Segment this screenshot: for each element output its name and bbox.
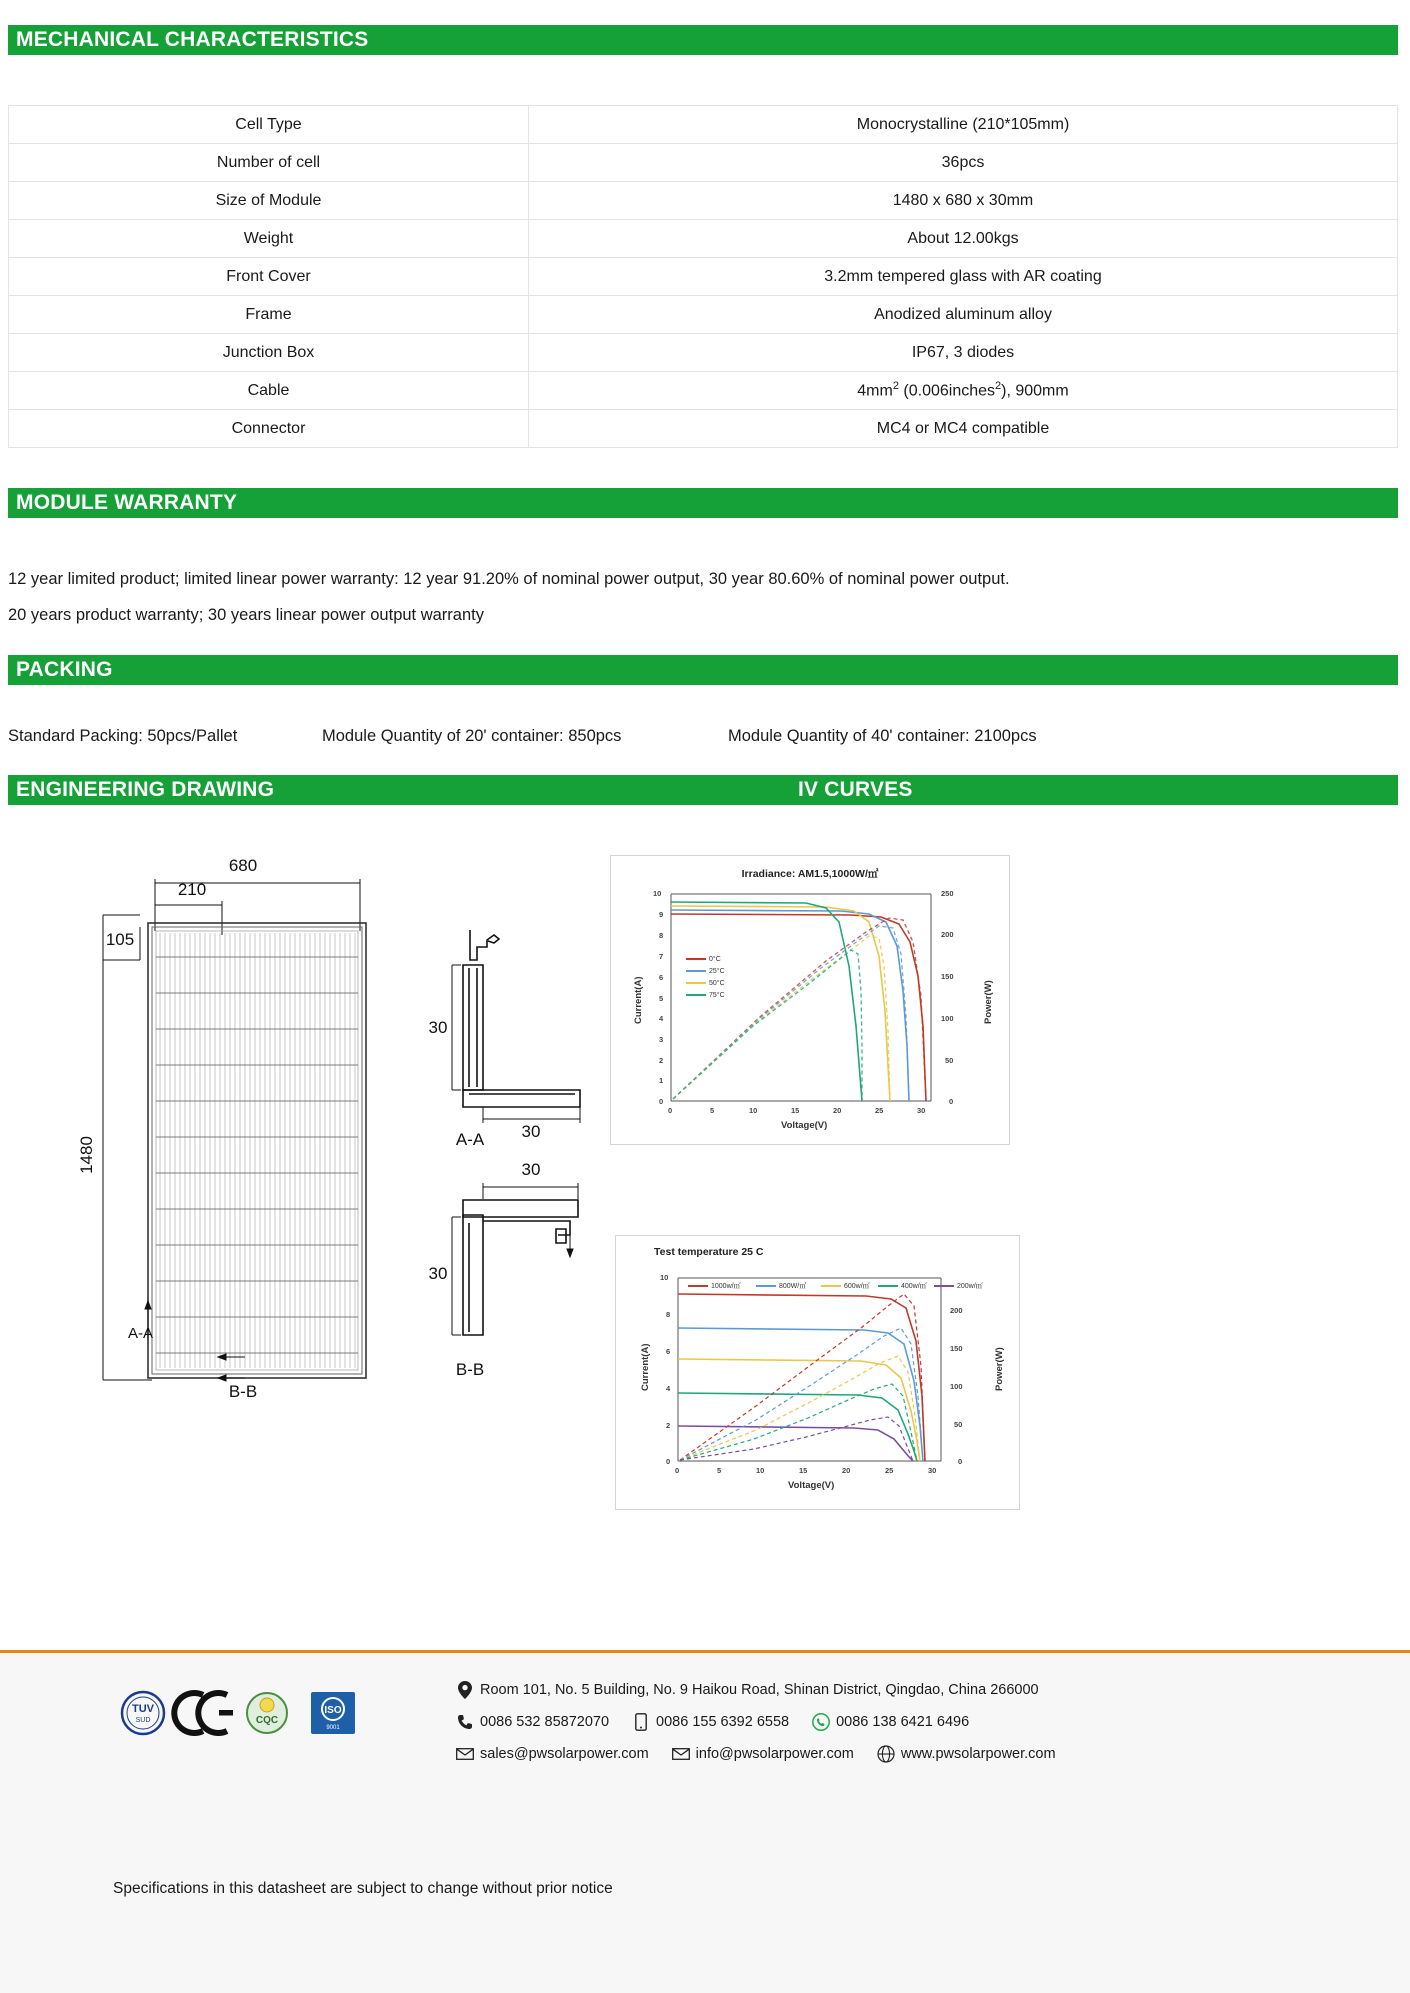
table-row: [9, 410, 1398, 448]
contact-address-line: [455, 1680, 1078, 1700]
svg-text:SUD: SUD: [135, 1717, 151, 1724]
contact-address: Room 101, No. 5 Building, No. 9 Haikou Road, Shinan District, Qingdao, China 266000: [480, 1682, 1039, 1698]
spec-key: Cell Type: [9, 106, 529, 144]
chart2-ytick-2: 2: [666, 1421, 671, 1430]
contact-whatsapp: 0086 138 6421 6496: [836, 1714, 970, 1730]
chart2-title: Test temperature 25 C: [654, 1246, 764, 1258]
tuv-logo-icon: [122, 1692, 164, 1734]
table-row: [9, 334, 1398, 372]
contact-email-1: sales@pwsolarpower.com: [480, 1746, 649, 1762]
disclaimer-text: Specifications in this datasheet are subject to change without prior notice: [113, 1880, 613, 1897]
chart2-xtick-5: 5: [717, 1466, 722, 1475]
section-bb-title: B-B: [455, 1360, 485, 1379]
table-row: [9, 106, 1398, 144]
chart2-y2tick-0: 0: [958, 1457, 963, 1466]
dimension-aa-width: 30: [521, 1122, 541, 1141]
cqc-logo-icon: [247, 1693, 287, 1733]
cable-area: 4mm: [857, 382, 893, 400]
chart2-legend-200: 200w/㎡: [934, 1281, 983, 1291]
chart2-legend-800: 800W/㎡: [756, 1281, 806, 1291]
chart1-ytick-5: 5: [659, 994, 664, 1003]
spec-value-cable: [529, 372, 1398, 410]
drawing-svg: [0, 835, 700, 1575]
table-row: [9, 258, 1398, 296]
contact-email1-segment: [455, 1744, 649, 1764]
chart1-xaxis-label: Voltage(V): [781, 1120, 828, 1131]
dimension-680: 680: [228, 856, 258, 875]
dimension-bb-depth: 30: [428, 1264, 448, 1283]
chart2-ytick-8: 8: [666, 1310, 671, 1319]
spec-key: Junction Box: [9, 334, 529, 372]
mechanical-characteristics-table: [8, 105, 1398, 448]
cable-inches-exponent: 2: [995, 380, 1002, 393]
envelope-icon: [455, 1744, 475, 1764]
table-row: [9, 372, 1398, 410]
chart2-xtick-10: 10: [756, 1466, 765, 1475]
section-header-warranty: [8, 488, 1398, 518]
dimension-210: 210: [177, 880, 207, 899]
iso-logo-icon: [311, 1692, 355, 1734]
contact-website-segment: [876, 1744, 1056, 1764]
chart1-ytick-4: 4: [659, 1014, 664, 1023]
svg-text:TUV: TUV: [132, 1703, 154, 1715]
table-row: [9, 144, 1398, 182]
chart1-ytick-7: 7: [659, 952, 664, 961]
callout-bb-label: B-B: [228, 1382, 258, 1401]
cable-inches: (0.006inches: [898, 382, 996, 400]
table-row: [9, 220, 1398, 258]
warranty-line-1: 12 year limited product; limited linear power warranty: 12 year 91.20% of nominal power output, 30 year 80.60% of nominal power output.: [8, 570, 1010, 588]
contact-email2-segment: [671, 1744, 854, 1764]
contact-email-2: info@pwsolarpower.com: [695, 1746, 854, 1762]
chart1-y2tick-50: 50: [945, 1056, 954, 1065]
chart2-xtick-0: 0: [675, 1466, 680, 1475]
chart2-y2tick-150: 150: [950, 1344, 963, 1353]
chart1-ytick-2: 2: [659, 1056, 664, 1065]
section-aa-label: A-A: [455, 1130, 485, 1149]
whatsapp-icon: [811, 1712, 831, 1732]
legend-swatch-400: [878, 1285, 898, 1287]
chart2-ytick-4: 4: [666, 1384, 671, 1393]
chart2-legend-1000: 1000w/㎡: [688, 1281, 741, 1291]
chart1-ytick-8: 8: [659, 931, 664, 940]
chart1-y2tick-150: 150: [941, 972, 954, 981]
engineering-drawing: [0, 835, 700, 1575]
chart1-yaxis-label: Current(A): [633, 976, 644, 1024]
chart1-xtick-25: 25: [875, 1106, 884, 1115]
svg-text:CQC: CQC: [255, 1715, 279, 1726]
table-row: [9, 296, 1398, 334]
chart2-y2tick-50: 50: [954, 1420, 963, 1429]
chart1-legend-50c: 50°C: [686, 980, 725, 987]
section-header-drawing-curves: [8, 775, 1398, 805]
section-title-iv-curves: IV CURVES: [798, 778, 913, 801]
spec-key: Number of cell: [9, 144, 529, 182]
cert-logos-svg: [115, 1683, 405, 1743]
dimension-1480: 1480: [77, 1136, 96, 1174]
cable-area-exponent: 2: [892, 380, 899, 393]
legend-swatch-200: [934, 1285, 954, 1287]
legend-swatch-0c: [686, 958, 706, 960]
legend-swatch-50c: [686, 982, 706, 984]
dimension-105: 105: [105, 930, 135, 949]
dimension-aa-depth: 30: [428, 1018, 448, 1037]
chart2-legend-600: 600w/㎡: [821, 1281, 870, 1291]
legend-swatch-800: [756, 1285, 776, 1287]
contact-whatsapp-segment: [811, 1712, 969, 1732]
envelope-icon-2: [671, 1744, 691, 1764]
spec-value: Monocrystalline (210*105mm): [529, 106, 1398, 144]
chart2-ytick-10: 10: [660, 1273, 669, 1282]
spec-key: Size of Module: [9, 182, 529, 220]
packing-container-40: Module Quantity of 40' container: 2100pcs: [728, 727, 1037, 745]
location-pin-icon: [455, 1680, 475, 1700]
chart2-y2tick-100: 100: [950, 1382, 963, 1391]
chart1-ytick-6: 6: [659, 973, 664, 982]
chart1-legend-25c: 25°C: [686, 968, 725, 975]
chart2-xtick-15: 15: [799, 1466, 808, 1475]
spec-key: Weight: [9, 220, 529, 258]
chart1-y2axis-label: Power(W): [983, 980, 994, 1024]
chart1-xtick-5: 5: [710, 1106, 715, 1115]
contact-mobile: 0086 155 6392 6558: [656, 1714, 790, 1730]
section-title-warranty: MODULE WARRANTY: [16, 491, 238, 514]
spec-key: Cable: [9, 372, 529, 410]
phone-icon: [455, 1712, 475, 1732]
chart2-ytick-6: 6: [666, 1347, 671, 1356]
ce-mark-icon: [174, 1693, 233, 1733]
chart1-xtick-15: 15: [791, 1106, 800, 1115]
dimension-bb-width: 30: [521, 1160, 541, 1179]
contact-email-line: [455, 1744, 1078, 1764]
chart2-xtick-30: 30: [928, 1466, 937, 1475]
packing-standard: Standard Packing: 50pcs/Pallet: [8, 727, 238, 745]
spec-key: Frame: [9, 296, 529, 334]
certification-logos: [115, 1683, 405, 1743]
spec-value: MC4 or MC4 compatible: [529, 410, 1398, 448]
chart1-y2tick-250: 250: [941, 889, 954, 898]
globe-icon: [876, 1744, 896, 1764]
chart1-ytick-9: 9: [659, 910, 664, 919]
spec-value: 3.2mm tempered glass with AR coating: [529, 258, 1398, 296]
spec-key: Front Cover: [9, 258, 529, 296]
iv-curve-chart-temperature: [610, 855, 1010, 1145]
table-row: [9, 182, 1398, 220]
spec-value: About 12.00kgs: [529, 220, 1398, 258]
section-title-engineering: ENGINEERING DRAWING: [16, 778, 275, 801]
legend-swatch-25c: [686, 970, 706, 972]
cable-length: ), 900mm: [1001, 382, 1069, 400]
chart2-xtick-25: 25: [885, 1466, 894, 1475]
spec-value: 1480 x 680 x 30mm: [529, 182, 1398, 220]
section-header-mechanical: [8, 25, 1398, 55]
section-title-packing: PACKING: [16, 658, 113, 681]
chart2-xtick-20: 20: [842, 1466, 851, 1475]
warranty-line-2: 20 years product warranty; 30 years linear power output warranty: [8, 606, 484, 624]
chart1-xtick-20: 20: [833, 1106, 842, 1115]
chart2-xaxis-label: Voltage(V): [788, 1480, 835, 1491]
chart2-ytick-0: 0: [666, 1457, 671, 1466]
chart2-y2tick-200: 200: [950, 1306, 963, 1315]
chart1-ytick-10: 10: [653, 889, 662, 898]
chart1-legend-0c: 0°C: [686, 956, 721, 963]
iv-curve-chart-irradiance: [615, 1235, 1020, 1510]
spec-key: Connector: [9, 410, 529, 448]
contact-website: www.pwsolarpower.com: [900, 1746, 1056, 1762]
chart1-y2tick-100: 100: [941, 1014, 954, 1023]
chart1-ytick-3: 3: [659, 1035, 664, 1044]
legend-swatch-1000: [688, 1285, 708, 1287]
section-header-packing: [8, 655, 1398, 685]
contact-phone-line: [455, 1712, 1078, 1732]
chart2-yaxis-label: Current(A): [640, 1343, 651, 1391]
contact-mobile-segment: [631, 1712, 789, 1732]
spec-value: IP67, 3 diodes: [529, 334, 1398, 372]
chart1-xtick-0: 0: [668, 1106, 673, 1115]
chart1-y2tick-200: 200: [941, 930, 954, 939]
contact-phone: 0086 532 85872070: [480, 1714, 610, 1730]
callout-aa-label: A-A: [128, 1325, 154, 1342]
chart1-title: Irradiance: AM1.5,1000W/㎡: [741, 868, 879, 880]
mobile-phone-icon: [631, 1712, 651, 1732]
chart1-ytick-1: 1: [659, 1076, 664, 1085]
section-title-mechanical: MECHANICAL CHARACTERISTICS: [16, 28, 369, 51]
chart1-ytick-0: 0: [659, 1097, 664, 1106]
contact-landline-segment: [455, 1712, 609, 1732]
contact-block: [455, 1680, 1078, 1776]
spec-value: 36pcs: [529, 144, 1398, 182]
chart1-xtick-30: 30: [917, 1106, 926, 1115]
spec-value: Anodized aluminum alloy: [529, 296, 1398, 334]
legend-swatch-600: [821, 1285, 841, 1287]
legend-swatch-75c: [686, 994, 706, 996]
chart2-legend-400: 400w/㎡: [878, 1281, 927, 1291]
chart1-y2tick-0: 0: [949, 1097, 954, 1106]
chart2-y2axis-label: Power(W): [994, 1347, 1005, 1391]
packing-container-20: Module Quantity of 20' container: 850pcs: [322, 727, 622, 745]
svg-text:ISO: ISO: [324, 1705, 342, 1716]
chart1-xtick-10: 10: [749, 1106, 758, 1115]
svg-text:9001: 9001: [326, 1725, 340, 1731]
chart1-legend-75c: 75°C: [686, 992, 725, 999]
